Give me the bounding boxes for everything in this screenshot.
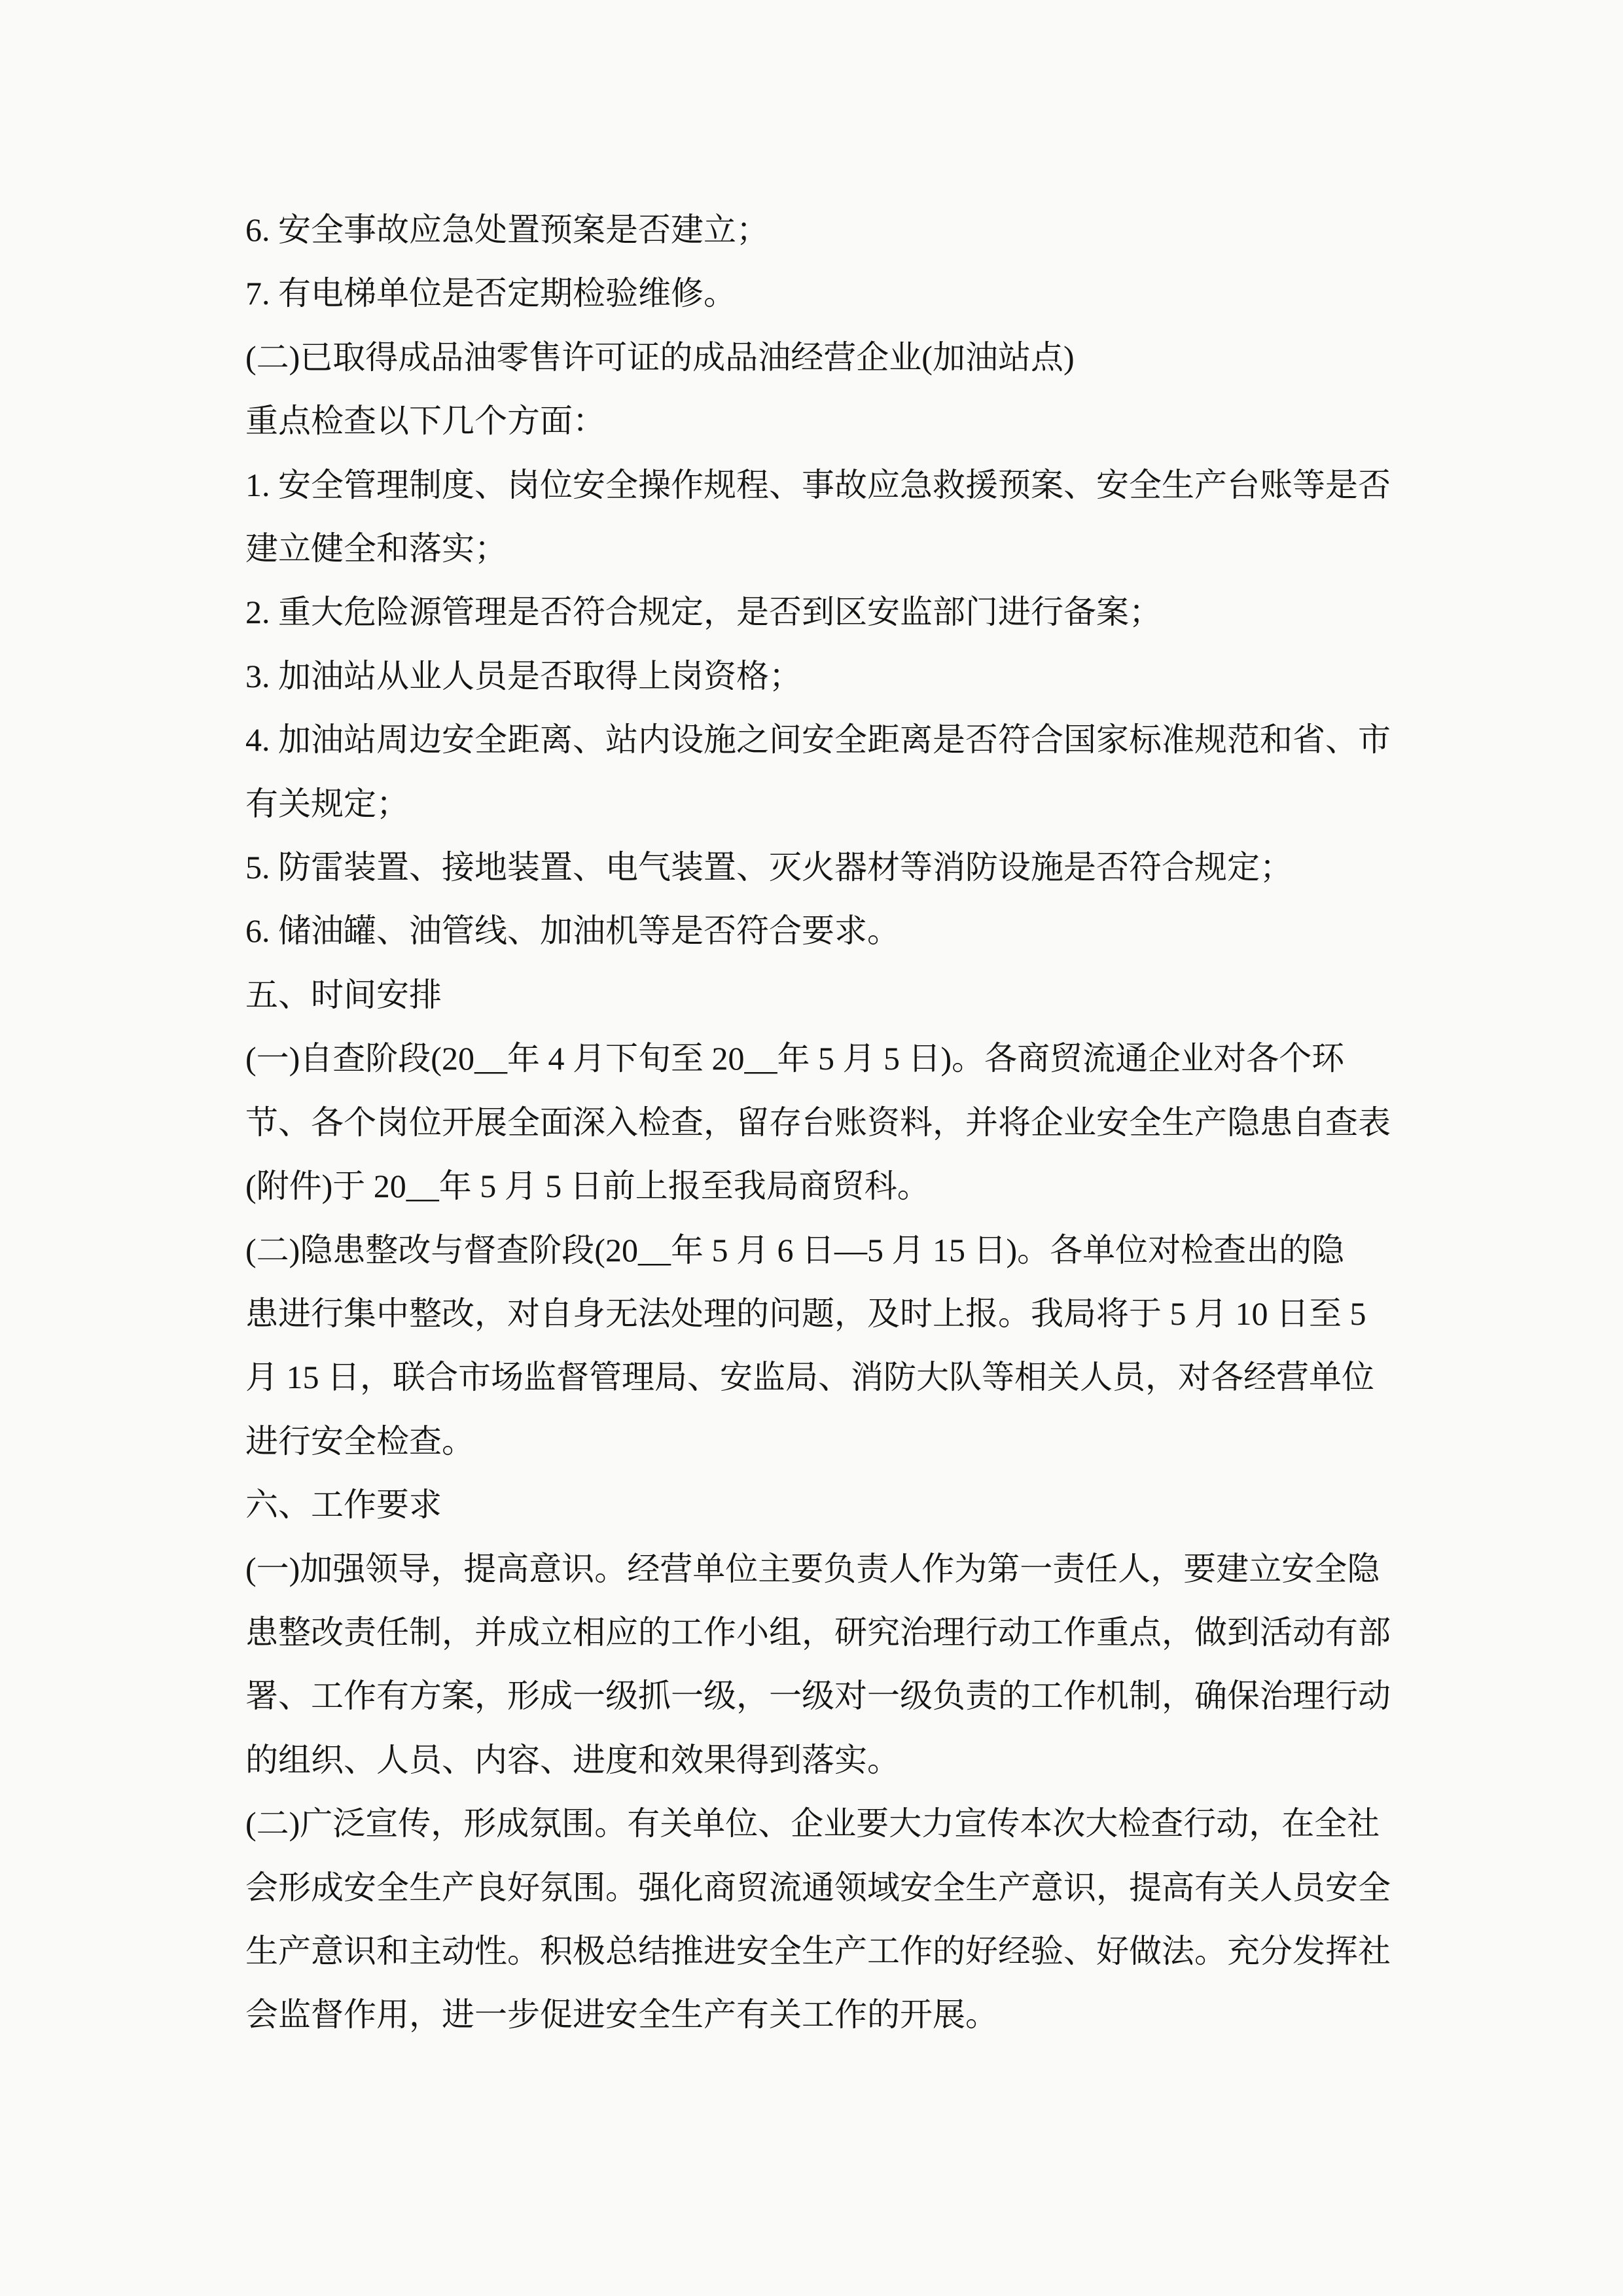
section-heading: 六、工作要求 — [245, 1486, 442, 1524]
text-line: (一)加强领导，提高意识。经营单位主要负责人作为第一责任人，要建立安全隐 — [245, 1550, 1380, 1587]
text-line: 患整改责任制，并成立相应的工作小组，研究治理行动工作重点，做到活动有部 — [245, 1613, 1391, 1651]
text-line: 会监督作用，进一步促进安全生产有关工作的开展。 — [245, 1996, 998, 2034]
text-line: (二)已取得成品油零售许可证的成品油经营企业(加油站点) — [245, 338, 1075, 376]
text-line: 会形成安全生产良好氛围。强化商贸流通领域安全生产意识，提高有关人员安全 — [245, 1869, 1391, 1906]
text-line: 建立健全和落实； — [245, 530, 507, 567]
text-line: 重点检查以下几个方面： — [245, 403, 605, 440]
text-line: 2. 重大危险源管理是否符合规定，是否到区安监部门进行备案； — [245, 594, 1162, 631]
document-body — [245, 198, 1397, 2047]
text-line: 6. 储油罐、油管线、加油机等是否符合要求。 — [245, 912, 900, 950]
text-line: 节、各个岗位开展全面深入检查，留存台账资料，并将企业安全生产隐患自查表 — [245, 1103, 1391, 1141]
text-line: 5. 防雷装置、接地装置、电气装置、灭火器材等消防设施是否符合规定； — [245, 849, 1293, 886]
text-line: 7. 有电梯单位是否定期检验维修。 — [245, 275, 736, 312]
text-line: (一)自查阶段(20__年 4 月下旬至 20__年 5 月 5 日)。各商贸流通企业对各个环 — [245, 1040, 1345, 1077]
text-line: 1. 安全管理制度、岗位安全操作规程、事故应急救援预案、安全生产台账等是否 — [245, 466, 1391, 503]
text-line: 4. 加油站周边安全距离、站内设施之间安全距离是否符合国家标准规范和省、市 — [245, 721, 1391, 759]
text-line: 6. 安全事故应急处置预案是否建立； — [245, 211, 769, 248]
text-line: 进行安全检查。 — [245, 1422, 474, 1460]
text-line: (附件)于 20__年 5 月 5 日前上报至我局商贸科。 — [245, 1168, 930, 1205]
text-line: 生产意识和主动性。积极总结推进安全生产工作的好经验、好做法。充分发挥社 — [245, 1932, 1391, 1969]
text-line: 的组织、人员、内容、进度和效果得到落实。 — [245, 1741, 900, 1778]
text-line: 月 15 日，联合市场监督管理局、安监局、消防大队等相关人员，对各经营单位 — [245, 1359, 1374, 1396]
text-line: 有关规定； — [245, 785, 409, 822]
text-line: (二)广泛宣传，形成氛围。有关单位、企业要大力宣传本次大检查行动，在全社 — [245, 1805, 1380, 1842]
text-line: 3. 加油站从业人员是否取得上岗资格； — [245, 657, 802, 694]
text-line: 署、工作有方案，形成一级抓一级，一级对一级负责的工作机制，确保治理行动 — [245, 1677, 1391, 1715]
text-line: (二)隐患整改与督查阶段(20__年 5 月 6 日—5 月 15 日)。各单位对检查出的隐 — [245, 1231, 1345, 1268]
text-line: 患进行集中整改，对自身无法处理的问题，及时上报。我局将于 5 月 10 日至 5 — [245, 1295, 1366, 1332]
section-heading: 五、时间安排 — [245, 976, 442, 1013]
